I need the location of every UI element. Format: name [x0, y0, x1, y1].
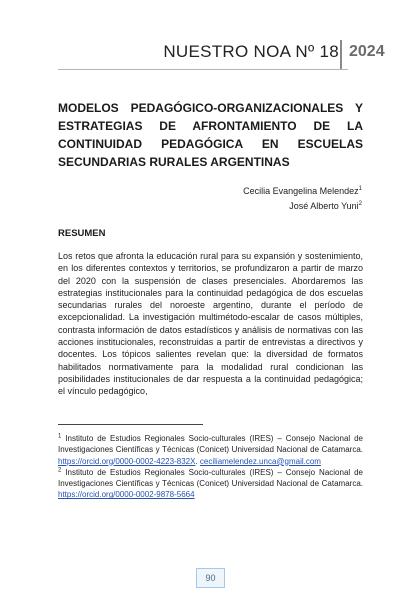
author-footnote-mark: 2	[358, 201, 362, 207]
footnote-1	[58, 433, 363, 467]
email-link[interactable]: ceciliamelendez.unca@gmail.com	[199, 456, 321, 466]
header-divider	[340, 40, 342, 70]
article-title: MODELOS PEDAGÓGICO-ORGANIZACIONALES Y ESTRATEGIAS DE AFRONTAMIENTO DE LA CONTINUIDAD PEDAGÓGICA EN ESCUELAS SECUNDARIAS RURALES ARGENTINAS	[58, 101, 363, 169]
footnote-punctuation: .	[195, 456, 198, 466]
footnote-text: Instituto de Estudios Regionales Socio-culturales (IRES) – Consejo Nacional de Investigaciones Científicas y Técnicas (Conicet) Universidad Nacional de Catamarca.	[58, 434, 363, 455]
author-name: José Alberto Yuni	[289, 201, 359, 211]
author-1	[243, 183, 362, 198]
orcid-link[interactable]: https://orcid.org/0000-0002-9878-5664	[58, 490, 195, 500]
abstract-heading: RESUMEN	[58, 228, 106, 239]
footnote-number: 2	[58, 467, 62, 474]
author-name: Cecilia Evangelina Melendez	[243, 186, 359, 196]
page-header	[0, 40, 419, 70]
footnote-separator	[58, 424, 203, 425]
footnotes	[58, 433, 363, 501]
journal-year: 2024	[349, 43, 385, 60]
author-list	[243, 183, 362, 213]
footnote-text: Instituto de Estudios Regionales Socio-culturales (IRES) – Consejo Nacional de Investigaciones Científicas y Técnicas (Conicet) Universidad Nacional de Catamarca.	[58, 467, 363, 489]
orcid-link[interactable]: https://orcid.org/0000-0002-4223-832X	[58, 456, 196, 466]
footnote-number: 1	[58, 433, 62, 440]
author-footnote-mark: 1	[358, 186, 362, 192]
header-rule	[58, 69, 348, 70]
page-number: 90	[196, 568, 225, 588]
journal-name: NUESTRO NOA Nº 18	[163, 42, 339, 61]
abstract-text: Los retos que afronta la educación rural para su expansión y sostenimiento, en los diferentes contextos y territorios, se profundizaron a partir de marzo del 2020 con la suspensión de clases presenciales. Abordaremos las estrategias institucionales para la continuidad pedagógica de dos escuelas secundarias rurales del noroeste argentino, durante el período de excepcionalidad. La investigación multimétodo-escalar de casos múltiples, contrasta información de datos estadísticos y análisis de normativas con las acciones institucionales, reconstruidas a partir de entrevistas a directivos y docentes. Los tópicos salientes revelan que: la diversidad de formatos habilitados normativamente para la modalidad rural condicionan las posibilidades institucionales de dar respuesta a la continuidad pedagógica; el vínculo pedagógico,	[58, 251, 363, 397]
footnote-2	[58, 467, 363, 501]
author-2	[243, 198, 362, 213]
